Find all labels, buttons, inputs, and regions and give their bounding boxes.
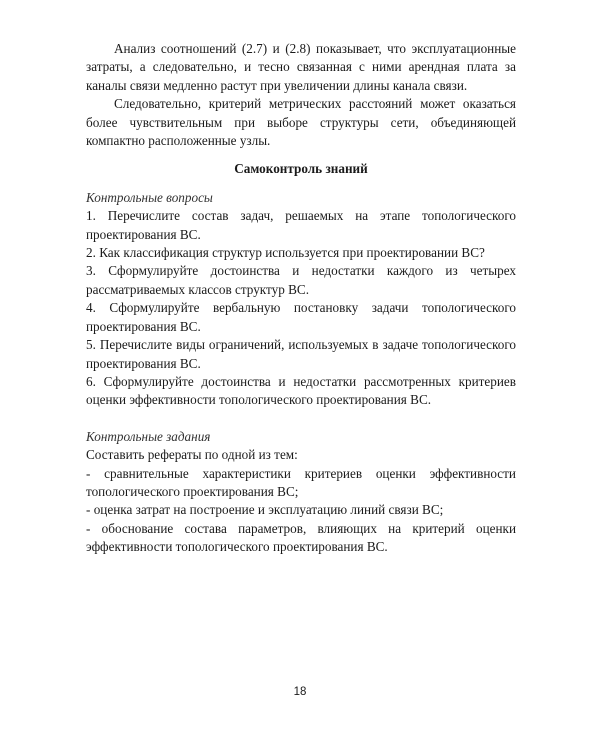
paragraph-analysis: Анализ соотношений (2.7) и (2.8) показывает, что эксплуатационные затраты, а следовательно, и тесно связанная с ними арендная плата за каналы связи медленно растут при увеличении длины канала связи. [86, 41, 516, 93]
task-item: - обоснование состава параметров, влияющих на критерий оценки эффективности топологического проектирования ВС. [86, 520, 516, 555]
tasks-list [86, 465, 516, 557]
tasks-intro: Составить рефераты по одной из тем: [86, 447, 298, 463]
task-item: - сравнительные характеристики критериев оценки эффективности топологического проектирования ВС; [86, 465, 516, 499]
question-item: 5. Перечислите виды ограничений, используемых в задаче топологического проектирования ВС. [86, 337, 516, 371]
page-body [86, 40, 516, 557]
question-item: 4. Сформулируйте вербальную постановку задачи топологического проектирования ВС. [86, 300, 516, 334]
questions-heading: Контрольные вопросы [86, 189, 213, 205]
section-title: Самоконтроль знаний [234, 161, 368, 177]
paragraph-conclusion: Следовательно, критерий метрических расстояний может оказаться более чувствительным при выборе структуры сети, объединяющей компактно расположенные узлы. [86, 96, 516, 149]
question-item: 1. Перечислите состав задач, решаемых на этапе топологического проектирования ВС. [86, 208, 516, 242]
question-item: 6. Сформулируйте достоинства и недостатки рассмотренных критериев оценки эффективности топологического проектирования ВС. [86, 373, 516, 408]
questions-list [86, 207, 516, 409]
question-item: 3. Сформулируйте достоинства и недостатки каждого из четырех рассматриваемых классов структур ВС. [86, 263, 516, 297]
page-number: 18 [293, 686, 307, 698]
spacer [86, 410, 516, 428]
task-item: - оценка затрат на построение и эксплуатацию линий связи ВС; [86, 502, 444, 518]
question-item: 2. Как классификация структур используется при проектировании ВС? [86, 245, 485, 261]
tasks-heading: Контрольные задания [86, 428, 211, 444]
